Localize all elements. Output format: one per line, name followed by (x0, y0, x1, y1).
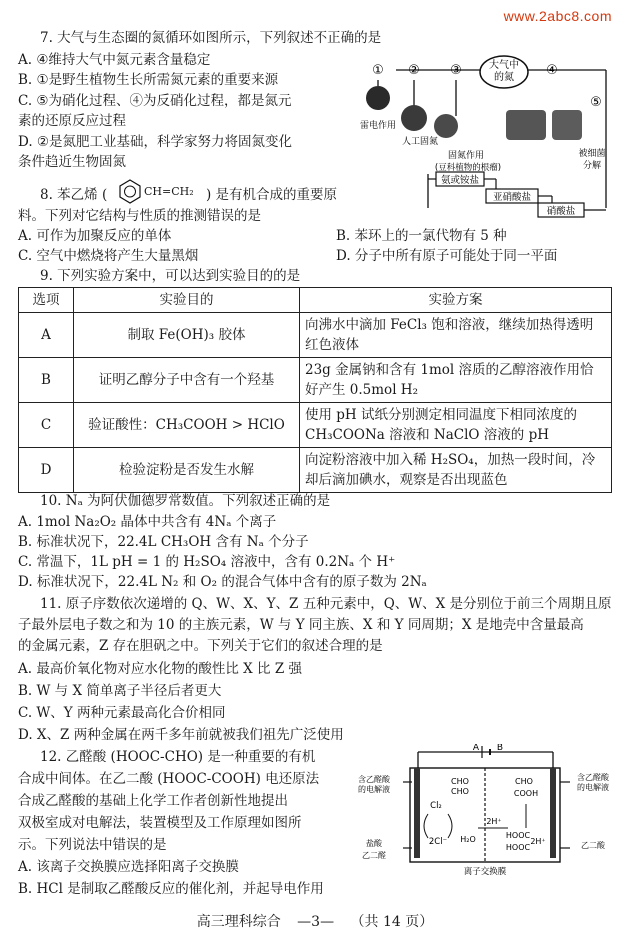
row-d-purpose: 检验淀粉是否发生水解 (74, 448, 300, 493)
lightning-label: 雷电作用 (359, 121, 397, 131)
q8-option-d: D. 分子中所有原子可能处于同一平面 (336, 248, 558, 264)
q8-stem-2: 料。下列对它结构与性质的推测错误的是 (18, 208, 261, 224)
right-electrode (550, 768, 556, 858)
q7-option-d: D. ②是氮肥工业基础，科学家努力将固氮变化 (18, 134, 293, 150)
table-row (19, 448, 612, 493)
q8-option-a: A. 可作为加聚反应的单体 (18, 228, 172, 244)
cycle-num-5: ⑤ (590, 95, 602, 110)
q10-option-a: A. 1mol Na₂O₂ 晶体中共含有 4Nₐ 个离子 (18, 514, 277, 530)
q12-option-a: A. 该离子交换膜应选择阳离子交换膜 (18, 859, 239, 875)
row-a-option: A (19, 313, 74, 358)
q11-option-b: B. W 与 X 简单离子半径后者更大 (18, 683, 222, 699)
cycle-num-2: ② (408, 63, 420, 78)
q8-vinyl-formula: CH=CH₂ (144, 185, 194, 198)
row-b-purpose: 证明乙醇分子中含有一个羟基 (74, 358, 300, 403)
q11-stem-3: 的金属元素，Z 存在胆矾之中。下列关于它们的叙述合理的是 (18, 638, 383, 654)
factory-image (401, 105, 427, 131)
artificial-label: 人工固氮 (401, 137, 439, 147)
cycle-num-1: ① (372, 63, 384, 78)
row-a-plan: 向沸水中滴加 FeCl₃ 饱和溶液，继续加热得透明红色液体 (300, 313, 612, 358)
q11-option-c: C. W、Y 两种元素最高化合价相同 (18, 705, 226, 721)
nitrogen-cycle-diagram (356, 46, 618, 218)
cl-ion-label: 2Cl⁻ (428, 837, 448, 847)
q11-option-a: A. 最高价氧化物对应水化物的酸性比 X 比 Z 强 (18, 661, 302, 677)
q7-option-c-cont: 素的还原反应过程 (18, 113, 126, 129)
atmos-label-1: 大气中 (489, 60, 519, 71)
cho-right: CHO (515, 777, 533, 786)
q10-option-c: C. 常温下，1L pH = 1 的 H₂SO₄ 溶液中，含有 0.2Nₐ 个 H⁺ (18, 554, 396, 570)
left-top-label-2: 的电解液 (358, 785, 390, 794)
q7-option-b: B. ①是野生植物生长所需氮元素的重要来源 (18, 72, 279, 88)
benzene-ring-icon (118, 178, 142, 204)
right-top-label-1: 含乙醛酸 (577, 773, 609, 782)
q9-stem: 9. 下列实验方案中，可以达到实验目的的是 (40, 268, 301, 284)
table-row (19, 313, 612, 358)
ammonia-label: 氨或铵盐 (440, 175, 480, 186)
table-row (19, 403, 612, 448)
electrolysis-diagram (348, 744, 620, 880)
q12-stem-3: 合成乙醛酸的基础上化学工作者创新性地提出 (18, 793, 288, 809)
footer-page-number: —3— (297, 914, 335, 930)
bio-label-2: (豆科植物的根瘤) (434, 163, 502, 173)
q10-option-b: B. 标准状况下，22.4L CH₃OH 含有 Nₐ 个分子 (18, 534, 309, 550)
cycle-num-3: ③ (450, 63, 462, 78)
q9-experiment-table (18, 287, 612, 493)
cho-left-1: CHO (451, 777, 469, 786)
cho-left-2: CHO (451, 787, 469, 796)
atmos-label-2: 的氮 (494, 72, 514, 83)
two-h-ion-label: 2H⁺ (486, 817, 502, 826)
decay-image (552, 110, 582, 140)
terminal-b: B (496, 744, 504, 753)
row-b-plan: 23g 金属钠和含有 1mol 溶质的乙醇溶液作用恰好产生 0.5mol H₂ (300, 358, 612, 403)
root-nodule-image (434, 114, 458, 138)
row-a-purpose: 制取 Fe(OH)₃ 胶体 (74, 313, 300, 358)
row-c-plan: 使用 pH 试纸分别测定相同温度下相同浓度的 CH₃COONa 溶液和 NaClO 溶液的 pH (300, 403, 612, 448)
hooc-2: HOOC (505, 843, 531, 852)
row-b-option: B (19, 358, 74, 403)
nitrite-label: 亚硝酸盐 (492, 192, 532, 203)
row-d-option: D (19, 448, 74, 493)
q11-stem-1: 11. 原子序数依次递增的 Q、W、X、Y、Z 五种元素中，Q、W、X 是分别位于前三个周期且原 (40, 596, 612, 612)
left-bottom-label-1: 盐酸 (366, 839, 382, 848)
left-bottom-label-2: 乙二醛 (362, 851, 386, 860)
q8-option-b: B. 苯环上的一氯代物有 5 种 (336, 228, 507, 244)
watermark: www.2abc8.com (503, 8, 612, 24)
header-plan: 实验方案 (300, 288, 612, 313)
q7-option-d-cont: 条件趋近生物固氮 (18, 154, 126, 170)
left-electrode (414, 768, 420, 858)
row-c-purpose: 验证酸性：CH₃COOH > HClO (74, 403, 300, 448)
q12-option-b: B. HCl 是制取乙醛酸反应的催化剂，并起导电作用 (18, 881, 324, 897)
q7-option-c: C. ⑤为硝化过程、④为反硝化过程，都是氮元 (18, 93, 292, 109)
q12-stem-2: 合成中间体。在乙二酸 (HOOC-COOH) 电还原法 (18, 771, 320, 787)
q7-option-a: A. ④维持大气中氮元素含量稳定 (18, 52, 211, 68)
lightning-image (366, 86, 390, 110)
q8-option-c: C. 空气中燃烧将产生大量黑烟 (18, 248, 199, 264)
q12-stem-4: 双极室成对电解法，装置模型及工作原理如图所 (18, 815, 302, 831)
q10-option-d: D. 标准状况下，22.4L N₂ 和 O₂ 的混合气体中含有的原子数为 2Nₐ (18, 574, 427, 590)
right-top-label-2: 的电解液 (577, 783, 609, 792)
cooh-right: COOH (513, 789, 539, 798)
table-header-row (19, 288, 612, 313)
q12-stem-1: 12. 乙醛酸 (HOOC-CHO) 是一种重要的有机 (40, 749, 316, 765)
footer-subject: 高三理科综合 (196, 914, 281, 930)
hooc-1: HOOC (505, 831, 531, 840)
q11-stem-2: 子最外层电子数之和为 10 的主族元素，W 与 Y 同主族、X 和 Y 同周期；X 是地壳中含量最高 (18, 617, 584, 633)
organism-image (506, 110, 546, 140)
q12-stem-5: 示。下列说法中错误的是 (18, 837, 167, 853)
cl2-label: Cl₂ (430, 801, 442, 811)
header-purpose: 实验目的 (74, 288, 300, 313)
right-bottom-label: 乙二酸 (581, 841, 605, 850)
q10-stem: 10. Nₐ 为阿伏伽德罗常数值。下列叙述正确的是 (40, 493, 331, 509)
q8-stem-b: ) 是有机合成的重要原 (206, 187, 338, 203)
bacteria-label-2: 分解 (582, 161, 602, 171)
header-option: 选项 (19, 288, 74, 313)
bio-label-1: 固氮作用 (447, 151, 485, 161)
q7-stem: 7. 大气与生态圈的氮循环如图所示，下列叙述不正确的是 (40, 30, 382, 46)
table-row (19, 358, 612, 403)
terminal-a: A (472, 744, 480, 753)
row-c-option: C (19, 403, 74, 448)
row-d-plan: 向淀粉溶液中加入稀 H₂SO₄，加热一段时间，冷却后滴加碘水，观察是否出现蓝色 (300, 448, 612, 493)
membrane-label: 离子交换膜 (463, 867, 507, 877)
two-h-ion-right: 2H⁺ (530, 837, 546, 846)
h2o-label: H₂O (460, 835, 476, 844)
left-top-label-1: 含乙醛酸 (358, 775, 390, 784)
bacteria-label-1: 被细菌 (578, 149, 606, 159)
footer-total-pages: （共 14 页） (350, 914, 434, 930)
page-footer (0, 911, 630, 931)
nitrate-label: 硝酸盐 (546, 206, 576, 217)
cycle-num-4: ④ (546, 63, 558, 78)
q8-stem-a: 8. 苯乙烯 ( (40, 187, 108, 203)
q11-option-d: D. X、Z 两种金属在两千多年前就被我们祖先广泛使用 (18, 727, 344, 743)
